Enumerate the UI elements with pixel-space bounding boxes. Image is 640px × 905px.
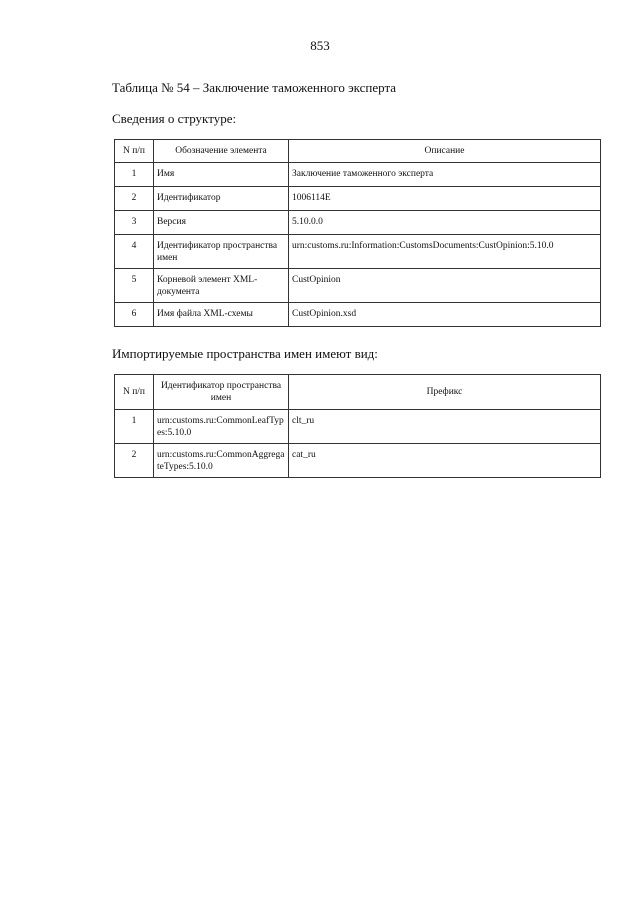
element-description: CustOpinion.xsd: [289, 303, 601, 327]
table-header-row: [115, 140, 601, 163]
element-name: Корневой элемент XML-документа: [154, 269, 289, 303]
table-row: [115, 444, 601, 478]
namespace-prefix: cat_ru: [289, 444, 601, 478]
table-row: [115, 410, 601, 444]
namespaces-caption: Импортируемые пространства имен имеют вид:: [112, 346, 378, 361]
column-header-description: Описание: [289, 140, 601, 163]
element-name: Имя файла XML-схемы: [154, 303, 289, 327]
table-row: [115, 211, 601, 235]
element-description: 5.10.0.0: [289, 211, 601, 235]
column-header-number: N п/п: [115, 140, 154, 163]
structure-caption: Сведения о структуре:: [112, 111, 237, 126]
row-number: 6: [115, 303, 154, 327]
table-row: [115, 303, 601, 327]
column-header-prefix: Префикс: [289, 375, 601, 410]
table-row: [115, 187, 601, 211]
namespaces-table: [114, 374, 601, 478]
element-name: Имя: [154, 163, 289, 187]
table-row: [115, 269, 601, 303]
element-description: Заключение таможенного эксперта: [289, 163, 601, 187]
structure-table: [114, 139, 601, 327]
element-description: urn:customs.ru:Information:CustomsDocuments:CustOpinion:5.10.0: [289, 235, 601, 269]
element-name: Идентификатор: [154, 187, 289, 211]
row-number: 5: [115, 269, 154, 303]
table-row: [115, 235, 601, 269]
row-number: 3: [115, 211, 154, 235]
element-name: Версия: [154, 211, 289, 235]
namespace-prefix: clt_ru: [289, 410, 601, 444]
page-number: 853: [310, 38, 330, 53]
table-title: Таблица № 54 – Заключение таможенного эксперта: [112, 80, 397, 95]
row-number: 2: [115, 444, 154, 478]
row-number: 1: [115, 163, 154, 187]
column-header-namespace: Идентификатор пространства имен: [154, 375, 289, 410]
table-header-row: [115, 375, 601, 410]
element-name: Идентификатор пространства имен: [154, 235, 289, 269]
namespace-identifier: urn:customs.ru:CommonAggregateTypes:5.10.0: [154, 444, 289, 478]
column-header-element: Обозначение элемента: [154, 140, 289, 163]
namespace-identifier: urn:customs.ru:CommonLeafTypes:5.10.0: [154, 410, 289, 444]
row-number: 1: [115, 410, 154, 444]
element-description: 1006114E: [289, 187, 601, 211]
column-header-number: N п/п: [115, 375, 154, 410]
row-number: 4: [115, 235, 154, 269]
row-number: 2: [115, 187, 154, 211]
table-row: [115, 163, 601, 187]
element-description: CustOpinion: [289, 269, 601, 303]
